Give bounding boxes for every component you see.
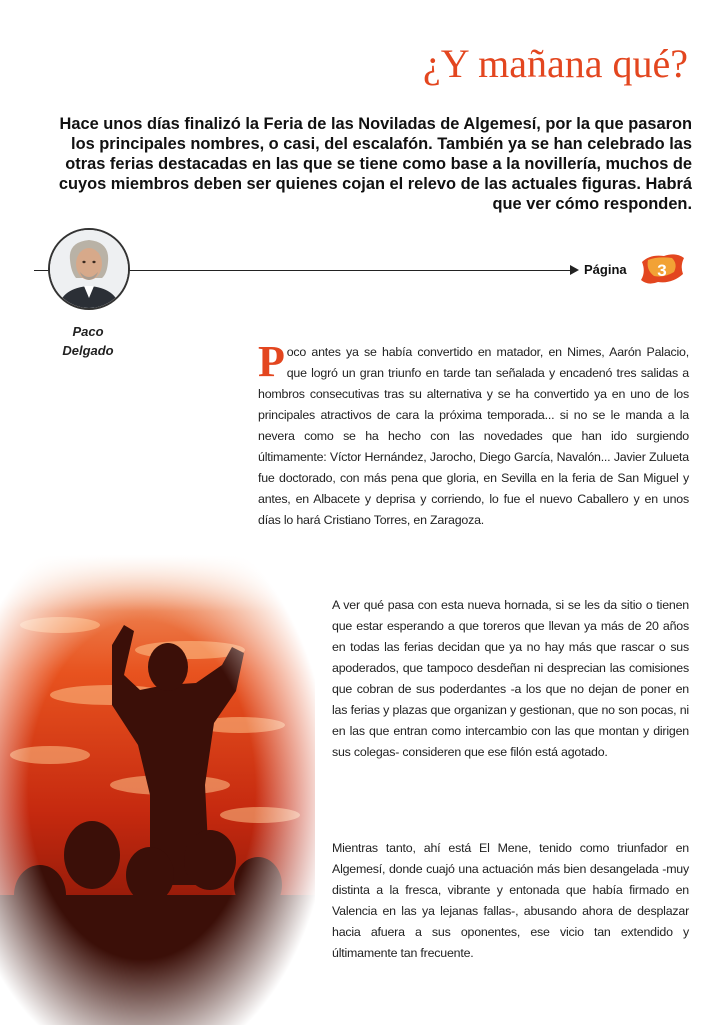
page-title: ¿Y mañana qué? [422, 41, 688, 86]
page-label: Página [584, 262, 627, 277]
author-name [50, 322, 126, 360]
paragraph-2-text: A ver qué pasa con esta nueva hornada, si se les da sitio o tienen que estar esperando a que toreros que llevan ya más de 20 años en todas las ferias decidan que ya no hay más que rascar o sus apoderados, que tampoco desdeñan ni desprecian las comisiones que cobran de sus poderdantes -a los que no dejan de poner en las ferias y plazas que organizan y gestionan, que no son pocas, ni en las que entran como intercambio con las que montan y dirigen sus colegas- consideren que ese filón está agotado. [332, 598, 689, 759]
bullfighter-sunset-photo [0, 555, 315, 1025]
author-portrait-icon [50, 230, 128, 308]
author-last-name: Delgado [62, 343, 114, 358]
author-avatar [48, 228, 130, 310]
drop-cap: P [258, 337, 285, 386]
lead-paragraph: Hace unos días finalizó la Feria de las Noviladas de Algemesí, por la que pasaron los principales nombres, o casi, del escalafón. También ya se han celebrado las otras ferias destacadas en las que se tiene como base a la novillería, muchos de cuyos miembros deben ser quienes cojan el relevo de las actuales figuras. Habrá que ver cómo responden. [58, 115, 692, 213]
paragraph-1-text: oco antes ya se había convertido en matador, en Nimes, Aarón Palacio, que logró un gran triunfo en tarde tan señalada y encadenó tres salidas a hombros consecutivas tras su alternativa y se ha convertido ya en uno de los principales atractivos de cara la próxima temporada... si no se le manda a la nevera como se ha hecho con las novedades que han ido surgiendo últimamente: Víctor Hernández, Jarocho, Diego García, Navalón... Javier Zulueta fue doctorado, con más pena que gloria, en Sevilla en la feria de San Miguel y antes, en Albacete y deprisa y corriendo, lo fue el nuevo Caballero y en unos días lo hará Cristiano Torres, en Zaragoza. [258, 345, 689, 527]
arrow-right-icon [570, 265, 579, 275]
page-number-badge [638, 252, 686, 288]
paragraph-3-text: Mientras tanto, ahí está El Mene, tenido como triunfador en Algemesí, donde cuajó una actuación más bien desangelada -muy distinta a la fresca, vibrante y entonada que había firmado en Valencia en las ya lejanas fallas-, abusando ahora de desplazar hacia afuera a sus oponentes, ese vicio tan extendido y últimamente tan frecuente. [332, 841, 689, 960]
author-first-name: Paco [72, 324, 104, 339]
article-paragraph-1 [258, 337, 689, 531]
paint-splash-icon [638, 252, 686, 288]
page-number: 3 [657, 261, 667, 280]
article-paragraph-2 [332, 595, 689, 763]
article-paragraph-3 [332, 838, 689, 964]
